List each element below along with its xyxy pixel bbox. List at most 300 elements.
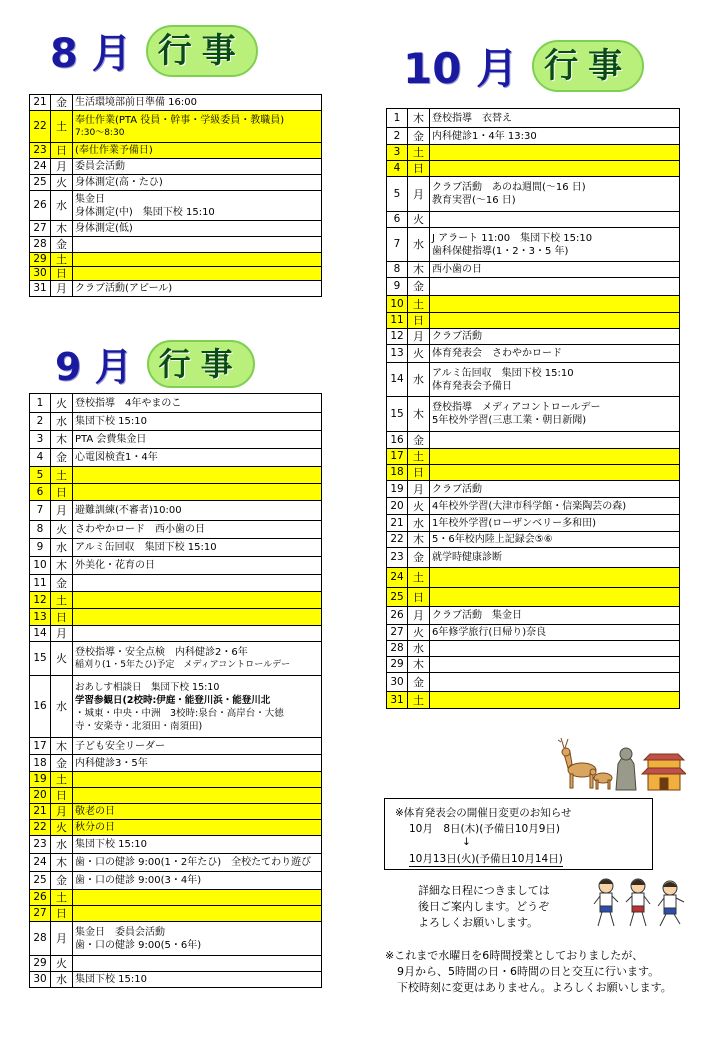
weekday: 木 <box>408 397 430 432</box>
event-text: 集団下校 15:10 <box>75 974 147 985</box>
schedule-row <box>387 296 680 313</box>
event-cell <box>430 673 680 692</box>
weekday: 月 <box>51 804 73 820</box>
event-cell <box>430 481 680 498</box>
event-text: 避難訓練(不審者)10:00 <box>75 505 182 516</box>
day-number: 26 <box>387 607 408 625</box>
weekday: 日 <box>51 267 73 281</box>
weekday: 金 <box>51 755 73 772</box>
day-number: 28 <box>30 922 51 956</box>
schedule-row <box>30 836 322 854</box>
event-cell <box>73 820 322 836</box>
schedule-row <box>387 692 680 709</box>
schedule-row <box>30 854 322 872</box>
event-cell <box>73 175 322 191</box>
schedule-row <box>387 532 680 548</box>
event-cell <box>73 956 322 972</box>
schedule-row <box>30 111 322 143</box>
event-cell <box>430 363 680 397</box>
event-text: 集団下校 15:10 <box>75 416 147 427</box>
schedule-row <box>387 625 680 641</box>
notice-original-date: 10月 8日(木)(予備日10月9日) <box>409 823 560 835</box>
event-text: クラブ活動 あのね週間(～16 日) <box>432 182 586 193</box>
schedule-row <box>30 626 322 642</box>
schedule-row <box>30 738 322 755</box>
event-text: 歯・口の健診 9:00(1・2年たひ) 全校たてわり遊び <box>75 857 312 868</box>
event-cell <box>73 281 322 297</box>
october-gyoji-label: 行事 <box>532 40 644 92</box>
october-heading <box>403 36 644 96</box>
event-cell <box>73 95 322 111</box>
schedule-row <box>30 253 322 267</box>
event-cell <box>73 906 322 922</box>
schedule-change-footnote <box>385 948 672 996</box>
day-number: 4 <box>387 161 408 177</box>
event-cell <box>73 922 322 956</box>
event-cell <box>73 738 322 755</box>
weekday: 火 <box>408 498 430 515</box>
event-text: 心電図検査1・4年 <box>75 452 158 463</box>
weekday: 日 <box>408 465 430 481</box>
day-number: 10 <box>387 296 408 313</box>
schedule-row <box>30 872 322 890</box>
day-number: 9 <box>30 539 51 557</box>
event-text: 歯科保健指導(1・2・3・5 年) <box>432 245 569 257</box>
weekday: 月 <box>51 922 73 956</box>
schedule-row <box>387 212 680 228</box>
weekday: 木 <box>51 854 73 872</box>
event-cell <box>73 557 322 575</box>
weekday: 水 <box>408 641 430 657</box>
day-number: 19 <box>387 481 408 498</box>
day-number: 25 <box>30 872 51 890</box>
nara-deer-illustration <box>556 734 686 794</box>
day-number: 8 <box>387 262 408 278</box>
schedule-row <box>387 673 680 692</box>
event-text: クラブ活動 集金日 <box>432 610 522 621</box>
schedule-row <box>387 657 680 673</box>
event-cell <box>73 772 322 788</box>
day-number: 16 <box>30 676 51 738</box>
event-cell <box>430 449 680 465</box>
schedule-row <box>387 228 680 262</box>
weekday: 日 <box>51 484 73 501</box>
weekday: 月 <box>51 281 73 297</box>
schedule-row <box>30 521 322 539</box>
notice-arrow: ↓ <box>462 836 471 848</box>
weekday: 火 <box>408 625 430 641</box>
schedule-row <box>387 363 680 397</box>
event-cell <box>73 592 322 609</box>
schedule-row <box>30 557 322 575</box>
event-cell <box>430 588 680 607</box>
schedule-row <box>30 484 322 501</box>
schedule-row <box>387 432 680 449</box>
schedule-row <box>30 449 322 467</box>
event-cell <box>430 692 680 709</box>
schedule-row <box>30 820 322 836</box>
weekday: 日 <box>51 906 73 922</box>
day-number: 29 <box>30 956 51 972</box>
day-number: 30 <box>387 673 408 692</box>
august-schedule-table <box>29 94 322 297</box>
event-cell <box>73 836 322 854</box>
weekday: 金 <box>408 673 430 692</box>
weekday: 月 <box>408 607 430 625</box>
event-text: アルミ缶回収 集団下校 15:10 <box>75 542 217 553</box>
event-cell <box>430 109 680 128</box>
day-number: 31 <box>387 692 408 709</box>
day-number: 28 <box>387 641 408 657</box>
day-number: 26 <box>30 890 51 906</box>
weekday: 金 <box>408 432 430 449</box>
schedule-row <box>30 972 322 988</box>
event-cell <box>430 532 680 548</box>
day-number: 3 <box>387 145 408 161</box>
schedule-row <box>387 465 680 481</box>
event-text: ・城東・中央・中洲 3校時:泉台・高岸台・大徳 <box>75 707 284 719</box>
september-title: 9 月 <box>55 345 133 389</box>
day-number: 5 <box>30 467 51 484</box>
event-text: 身体測定(中) 集団下校 15:10 <box>75 206 215 218</box>
day-number: 19 <box>30 772 51 788</box>
event-cell <box>73 642 322 676</box>
day-number: 24 <box>30 159 51 175</box>
event-cell <box>430 345 680 363</box>
schedule-row <box>30 394 322 413</box>
august-title: 8 月 <box>50 31 132 77</box>
day-number: 1 <box>387 109 408 128</box>
event-text: 委員会活動 <box>75 161 125 172</box>
event-cell <box>430 262 680 278</box>
weekday: 木 <box>51 557 73 575</box>
event-cell <box>430 607 680 625</box>
event-text: 奉仕作業(PTA 役員・幹事・学級委員・教職員) <box>75 114 285 126</box>
day-number: 6 <box>30 484 51 501</box>
event-cell <box>73 253 322 267</box>
sports-day-notice <box>384 798 653 870</box>
event-text: 登校指導・安全点検 内科健診2・6年 <box>75 646 248 658</box>
weekday: 水 <box>408 363 430 397</box>
weekday: 木 <box>408 262 430 278</box>
event-cell <box>73 159 322 175</box>
event-cell <box>430 397 680 432</box>
day-number: 29 <box>30 253 51 267</box>
day-number: 2 <box>30 413 51 431</box>
event-text: 秋分の日 <box>75 822 115 833</box>
schedule-row <box>387 278 680 296</box>
schedule-row <box>30 772 322 788</box>
schedule-row <box>387 313 680 329</box>
schedule-row <box>387 145 680 161</box>
day-number: 22 <box>30 111 51 143</box>
day-number: 28 <box>30 237 51 253</box>
weekday: 木 <box>408 532 430 548</box>
day-number: 27 <box>387 625 408 641</box>
event-cell <box>430 515 680 532</box>
day-number: 3 <box>30 431 51 449</box>
event-text: 歯・口の健診 9:00(3・4年) <box>75 875 202 886</box>
october-schedule-table <box>386 108 680 709</box>
event-cell <box>73 854 322 872</box>
event-text: 5年校外学習(三恵工業・朝日新聞) <box>432 415 587 426</box>
event-cell <box>430 212 680 228</box>
weekday: 水 <box>51 539 73 557</box>
day-number: 20 <box>387 498 408 515</box>
event-text: クラブ活動(アピール) <box>75 283 173 294</box>
weekday: 火 <box>51 642 73 676</box>
day-number: 25 <box>30 175 51 191</box>
weekday: 木 <box>408 109 430 128</box>
detail-line: 詳細な日程につきましては <box>418 884 550 897</box>
september-schedule-table <box>29 393 322 988</box>
schedule-row <box>387 641 680 657</box>
weekday: 日 <box>51 143 73 159</box>
event-text: 内科健診3・5年 <box>75 757 148 769</box>
event-cell <box>73 191 322 221</box>
schedule-row <box>30 609 322 626</box>
event-text: さわやかロード 西小歯の日 <box>75 524 205 535</box>
event-cell <box>430 128 680 145</box>
day-number: 6 <box>387 212 408 228</box>
weekday: 土 <box>51 111 73 143</box>
event-cell <box>430 641 680 657</box>
event-text: 教育実習(～16 日) <box>432 195 516 206</box>
schedule-row <box>387 128 680 145</box>
event-text: 体育発表会 さわやかロード <box>432 348 562 359</box>
day-number: 11 <box>387 313 408 329</box>
schedule-row <box>30 467 322 484</box>
day-number: 10 <box>30 557 51 575</box>
weekday: 火 <box>51 175 73 191</box>
event-text: おあしす相談日 集団下校 15:10 <box>75 681 220 693</box>
weekday: 土 <box>408 296 430 313</box>
weekday: 木 <box>51 221 73 237</box>
day-number: 18 <box>387 465 408 481</box>
detail-line: 後日ご案内します。どうぞ <box>418 900 550 913</box>
day-number: 13 <box>387 345 408 363</box>
weekday: 火 <box>51 521 73 539</box>
schedule-row <box>387 548 680 568</box>
schedule-row <box>30 676 322 738</box>
schedule-row <box>387 397 680 432</box>
event-text: アルミ缶回収 集団下校 15:10 <box>432 367 574 379</box>
weekday: 水 <box>51 191 73 221</box>
footnote-line: ※これまで水曜日を6時間授業としておりましたが、 <box>385 949 644 962</box>
event-cell <box>430 568 680 588</box>
weekday: 木 <box>51 431 73 449</box>
day-number: 14 <box>30 626 51 642</box>
schedule-row <box>30 642 322 676</box>
running-children-illustration <box>592 876 688 932</box>
weekday: 火 <box>408 345 430 363</box>
schedule-row <box>30 501 322 521</box>
day-number: 18 <box>30 755 51 772</box>
schedule-row <box>30 191 322 221</box>
event-cell <box>73 676 322 738</box>
day-number: 27 <box>30 906 51 922</box>
weekday: 月 <box>408 329 430 345</box>
event-cell <box>430 313 680 329</box>
schedule-row <box>30 755 322 772</box>
event-text: 生活環境部前日準備 16:00 <box>75 97 197 108</box>
event-text: 集団下校 15:10 <box>75 839 147 850</box>
october-title: 10 月 <box>403 44 519 93</box>
event-text: 敬老の日 <box>75 806 115 817</box>
event-cell <box>73 143 322 159</box>
event-cell <box>73 484 322 501</box>
day-number: 13 <box>30 609 51 626</box>
event-text: 子ども安全リーダー <box>75 740 165 752</box>
schedule-row <box>387 177 680 212</box>
event-text: 身体測定(低) <box>75 223 133 234</box>
event-text: 寺・安楽寺・北須田・南須田) <box>75 720 203 732</box>
schedule-row <box>30 431 322 449</box>
day-number: 5 <box>387 177 408 212</box>
event-text: J アラート 11:00 集団下校 15:10 <box>432 232 593 244</box>
weekday: 日 <box>51 609 73 626</box>
day-number: 17 <box>30 738 51 755</box>
event-cell <box>73 467 322 484</box>
schedule-row <box>30 95 322 111</box>
event-cell <box>430 625 680 641</box>
weekday: 日 <box>408 313 430 329</box>
event-text: 5・6年校内陸上記録会⑤⑥ <box>432 534 553 545</box>
schedule-row <box>30 592 322 609</box>
weekday: 金 <box>408 128 430 145</box>
day-number: 9 <box>387 278 408 296</box>
event-cell <box>73 221 322 237</box>
notice-new-date: 10月13日(火)(予備日10月14日) <box>409 853 563 865</box>
event-cell <box>73 521 322 539</box>
weekday: 金 <box>51 575 73 592</box>
weekday: 土 <box>51 890 73 906</box>
weekday: 土 <box>408 449 430 465</box>
weekday: 日 <box>408 161 430 177</box>
event-cell <box>73 431 322 449</box>
schedule-row <box>387 109 680 128</box>
weekday: 火 <box>408 212 430 228</box>
event-text: 1年校外学習(ローザンベリー多和田) <box>432 517 596 529</box>
event-cell <box>73 575 322 592</box>
weekday: 月 <box>51 501 73 521</box>
event-cell <box>430 548 680 568</box>
schedule-row <box>387 498 680 515</box>
weekday: 土 <box>408 145 430 161</box>
weekday: 日 <box>408 588 430 607</box>
schedule-row <box>387 515 680 532</box>
event-cell <box>73 804 322 820</box>
schedule-row <box>30 281 322 297</box>
event-cell <box>430 161 680 177</box>
day-number: 11 <box>30 575 51 592</box>
weekday: 金 <box>51 449 73 467</box>
event-cell <box>73 394 322 413</box>
event-cell <box>430 296 680 313</box>
detail-line: よろしくお願いします。 <box>418 916 539 929</box>
event-cell <box>73 237 322 253</box>
weekday: 木 <box>408 657 430 673</box>
day-number: 4 <box>30 449 51 467</box>
august-heading <box>50 22 258 79</box>
weekday: 土 <box>51 772 73 788</box>
event-text: 6年修学旅行(日帰り)奈良 <box>432 627 547 638</box>
weekday: 土 <box>51 467 73 484</box>
schedule-row <box>387 607 680 625</box>
schedule-row <box>30 575 322 592</box>
event-cell <box>73 267 322 281</box>
schedule-row <box>30 804 322 820</box>
event-cell <box>73 755 322 772</box>
day-number: 21 <box>387 515 408 532</box>
day-number: 21 <box>30 804 51 820</box>
day-number: 16 <box>387 432 408 449</box>
weekday: 水 <box>408 228 430 262</box>
september-heading <box>55 336 255 391</box>
day-number: 22 <box>30 820 51 836</box>
day-number: 14 <box>387 363 408 397</box>
weekday: 月 <box>408 177 430 212</box>
day-number: 21 <box>30 95 51 111</box>
day-number: 26 <box>30 191 51 221</box>
event-cell <box>73 972 322 988</box>
event-cell <box>430 145 680 161</box>
footnote-line: 下校時刻に変更はありません。よろしくお願いします。 <box>397 981 672 994</box>
event-text: 歯・口の健診 9:00(5・6年) <box>75 939 202 951</box>
event-cell <box>73 890 322 906</box>
detail-text <box>418 883 550 931</box>
event-cell <box>73 539 322 557</box>
event-cell <box>73 626 322 642</box>
august-gyoji-label: 行事 <box>146 25 258 77</box>
schedule-row <box>30 237 322 253</box>
event-cell <box>73 501 322 521</box>
weekday: 土 <box>51 253 73 267</box>
event-cell <box>430 329 680 345</box>
event-text: 身体測定(高・たひ) <box>75 177 163 188</box>
day-number: 29 <box>387 657 408 673</box>
day-number: 8 <box>30 521 51 539</box>
event-cell <box>430 498 680 515</box>
day-number: 24 <box>30 854 51 872</box>
weekday: 土 <box>408 568 430 588</box>
footnote-line: 9月から、5時間の日・6時間の日と交互に行います。 <box>397 965 660 978</box>
schedule-row <box>387 345 680 363</box>
day-number: 23 <box>387 548 408 568</box>
day-number: 1 <box>30 394 51 413</box>
event-text: 7:30～8:30 <box>75 127 125 138</box>
event-text: 登校指導 4年やまのこ <box>75 397 182 409</box>
schedule-row <box>387 568 680 588</box>
event-text: (奉仕作業予備日) <box>75 145 153 156</box>
schedule-row <box>387 262 680 278</box>
schedule-row <box>387 161 680 177</box>
weekday: 金 <box>408 548 430 568</box>
day-number: 31 <box>30 281 51 297</box>
weekday: 金 <box>51 872 73 890</box>
weekday: 水 <box>51 972 73 988</box>
weekday: 金 <box>408 278 430 296</box>
day-number: 15 <box>387 397 408 432</box>
weekday: 水 <box>51 413 73 431</box>
weekday: 月 <box>408 481 430 498</box>
event-cell <box>430 177 680 212</box>
day-number: 30 <box>30 267 51 281</box>
event-text: クラブ活動 <box>432 331 482 342</box>
day-number: 27 <box>30 221 51 237</box>
day-number: 23 <box>30 836 51 854</box>
day-number: 7 <box>387 228 408 262</box>
